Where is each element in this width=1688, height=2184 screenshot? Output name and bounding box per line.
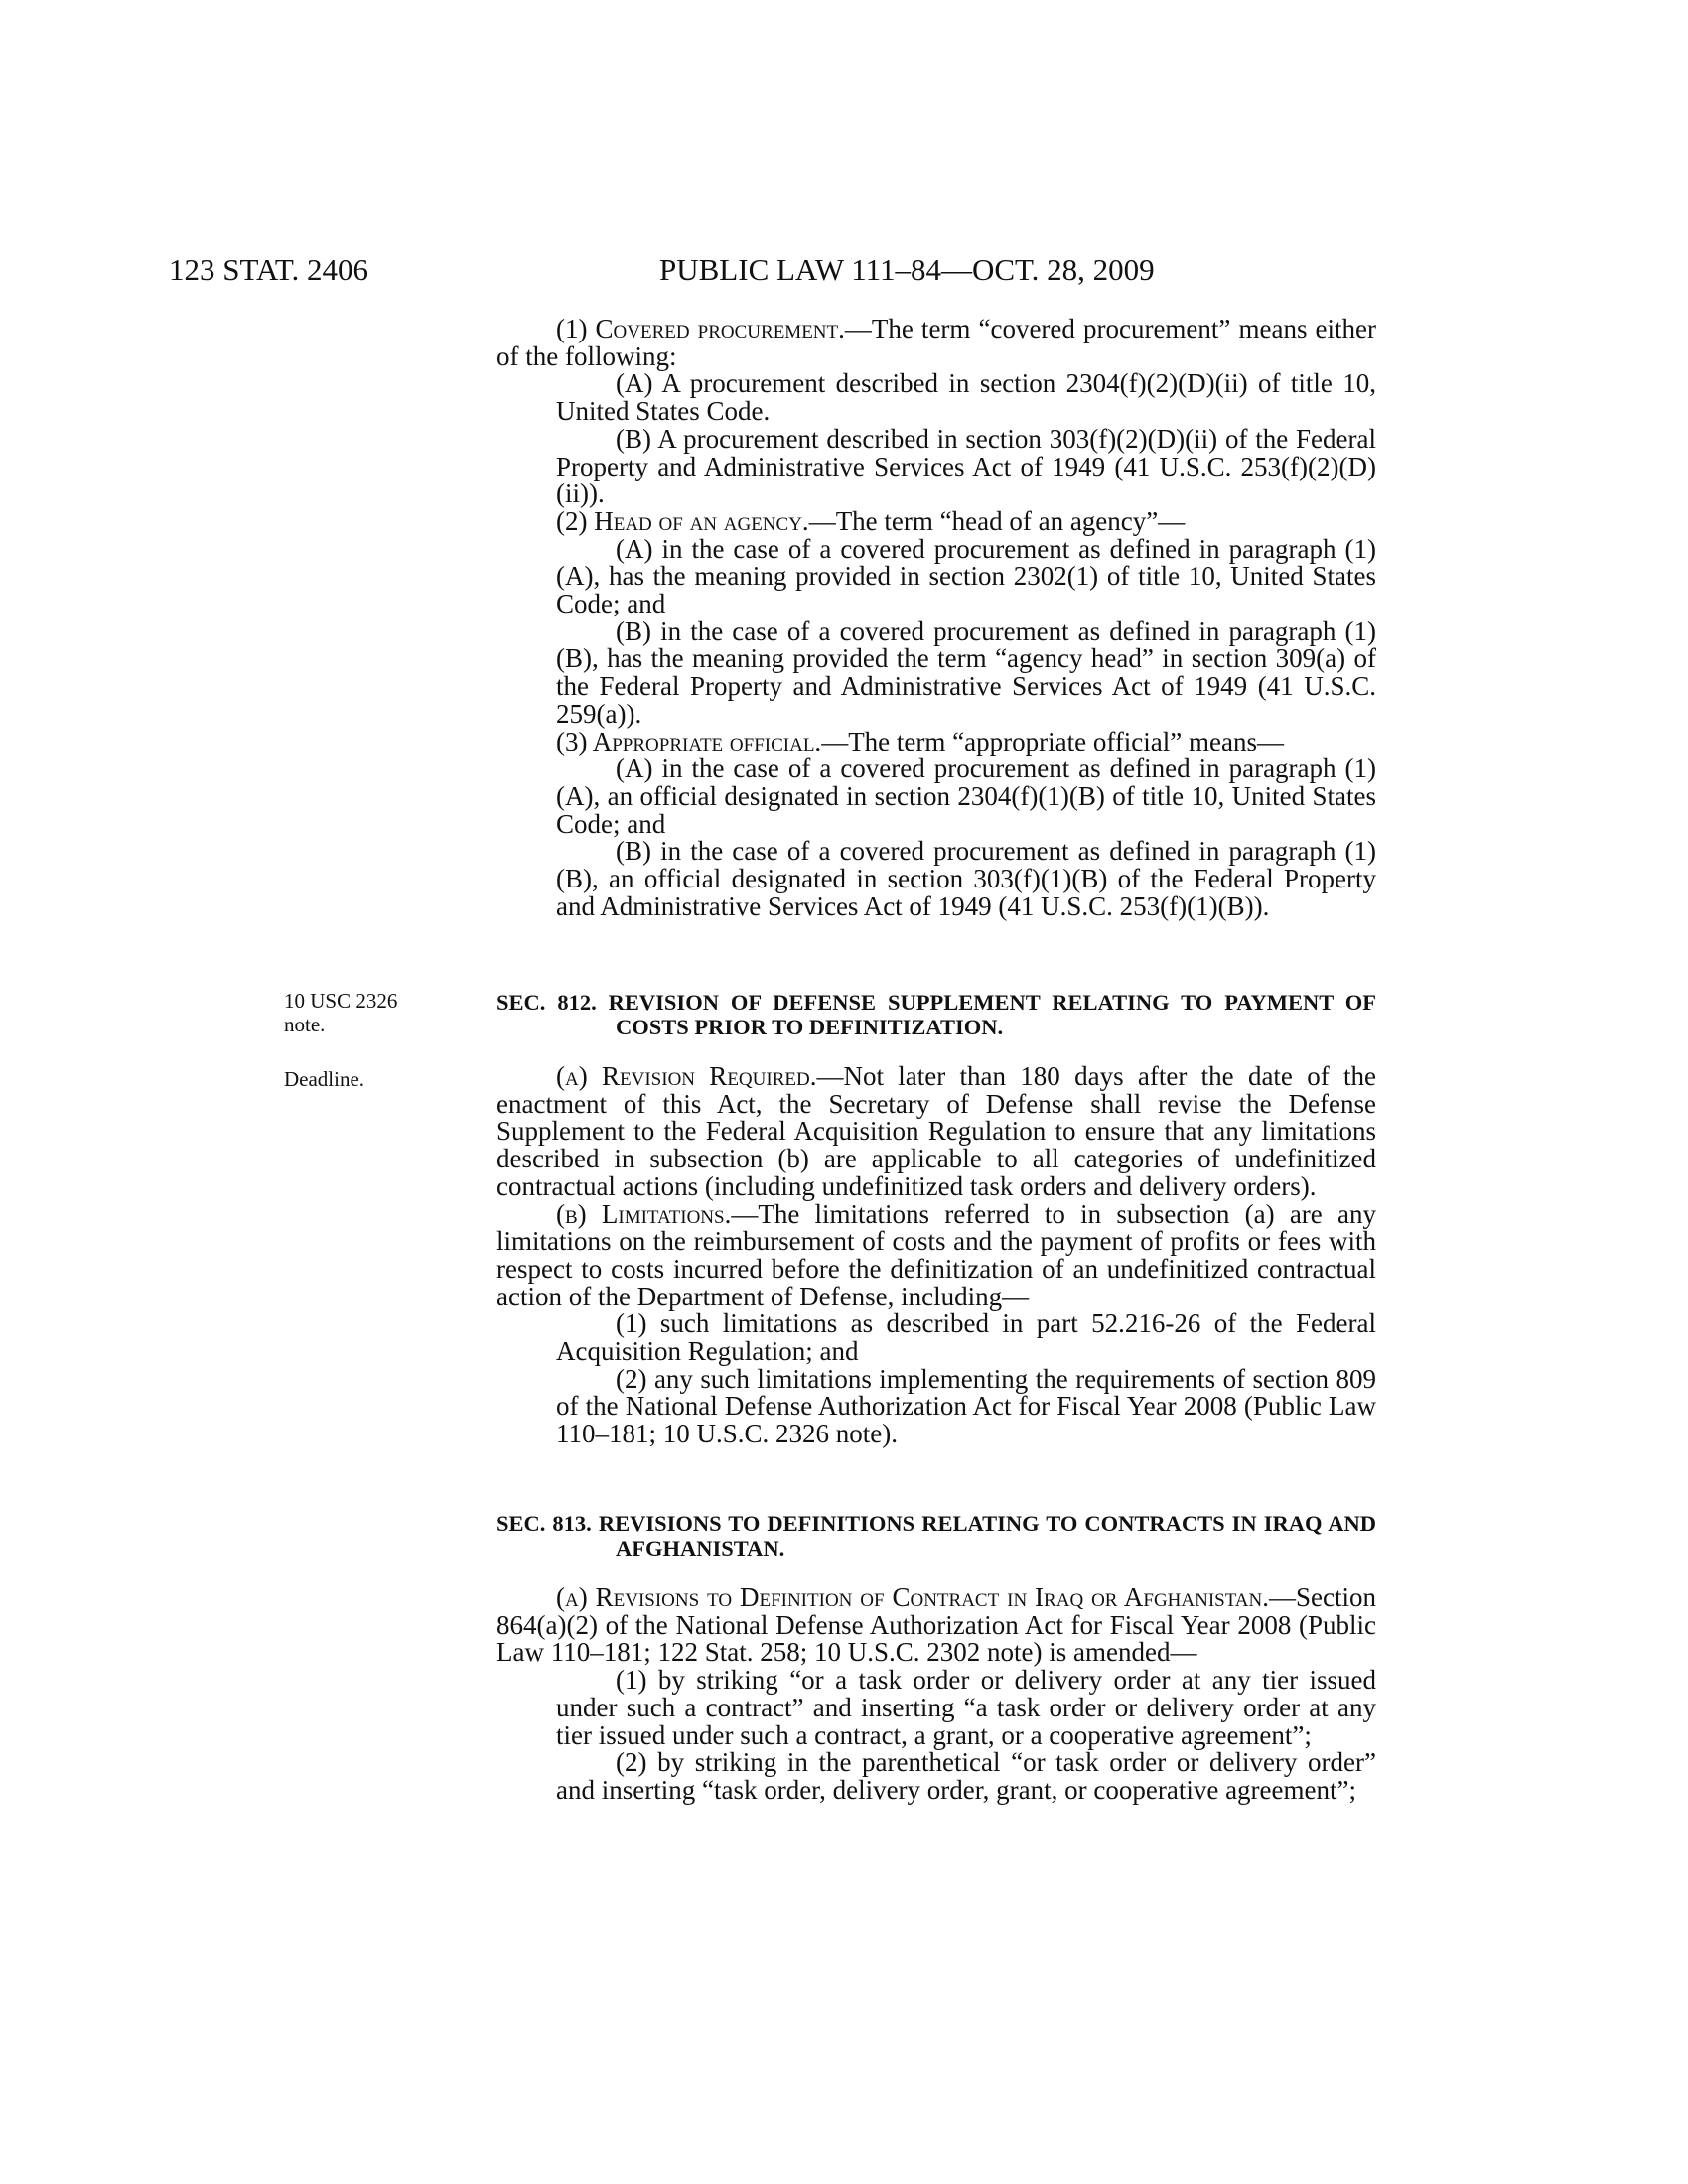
page-stat-citation: 123 STAT. 2406 [169, 252, 369, 287]
paragraph: (2) any such limitations implementing the requirements of section 809 of the National Defense Authorization Act for Fiscal Year 2008 (Public Law 110–181; 10 U.S.C. 2326 note). [556, 1363, 1376, 1449]
subsection-text: —Not later than 180 days after the date of the enactment of this Act, the Secretary of Defense shall revise the Defense Supplement to the Federal Acquisition Regulation to ensure that any limitations described in subsection (b) are applicable to all categories of undefinitized contractual actions (including undefinitized task orders and delivery orders). [496, 1061, 1376, 1201]
subsection-text: —The limitations referred to in subsection (a) are any limitations on the reimbursement of costs and the payment of profits or fees with respect to costs incurred before the definitization of an undefinitized contractual action of the Department of Defense, including— [496, 1198, 1376, 1311]
margin-note-usc: 10 USC 2326 note. [284, 989, 398, 1036]
section-812-heading: SEC. 812. REVISION OF DEFENSE SUPPLEMENT RELATING TO PAYMENT OF COSTS PRIOR TO DEFINITIZATION. [496, 990, 1376, 1039]
section-813-body [496, 1584, 1376, 1805]
paragraph-text: —The term “head of an agency”— [808, 505, 1186, 536]
subsection-a [496, 1063, 1376, 1201]
subparagraph: (A) in the case of a covered procurement as defined in paragraph (1)(A), has the meaning provided in section 2302(1) of title 10, United States Code; and [556, 533, 1376, 619]
subsection-heading: (a) Revisions to Definition of Contract in Iraq or Afghanistan. [556, 1582, 1269, 1612]
subparagraph: (A) in the case of a covered procurement as defined in paragraph (1)(A), an official designated in section 2304(f)(1)(B) of title 10, United States Code; and [556, 753, 1376, 839]
running-header-title: PUBLIC LAW 111–84—OCT. 28, 2009 [659, 252, 1155, 287]
paragraph-heading: (1) Covered procurement. [556, 314, 845, 343]
subsection-a [496, 1584, 1376, 1667]
subsection-text: —Section 864(a)(2) of the National Defense Authorization Act for Fiscal Year 2008 (Public Law 110–181; 122 Stat. 258; 10 U.S.C. 2302 note) is amended— [496, 1582, 1376, 1668]
section-812-body [496, 1063, 1376, 1448]
paragraph-appropriate-official [496, 726, 1376, 756]
subsection-heading: (a) Revision Required. [556, 1061, 817, 1091]
paragraph-head-of-agency [496, 505, 1376, 536]
subsection-heading: (b) Limitations. [556, 1198, 732, 1229]
paragraph-heading: (2) Head of an agency. [556, 505, 809, 536]
subparagraph: (B) in the case of a covered procurement as defined in paragraph (1)(B), has the meaning provided the term “agency head” in section 309(a) of the Federal Property and Administrative Services Act of 1949 (41 U.S.C. 259(a)). [556, 615, 1376, 729]
section-813-heading: SEC. 813. REVISIONS TO DEFINITIONS RELATING TO CONTRACTS IN IRAQ AND AFGHANISTAN. [496, 1511, 1376, 1561]
paragraph: (1) by striking “or a task order or delivery order at any tier issued under such a contract” and inserting “a task order or delivery order at any tier issued under such a contract, a grant, or a cooperative agreement”; [556, 1665, 1376, 1750]
definitions-block [496, 316, 1376, 920]
subparagraph: (A) A procurement described in section 2304(f)(2)(D)(ii) of title 10, United States Code. [556, 368, 1376, 427]
subsection-b [496, 1198, 1376, 1311]
paragraph: (2) by striking in the parenthetical “or task order or delivery order” and inserting “task order, delivery order, grant, or cooperative agreement”; [556, 1747, 1376, 1805]
margin-note-deadline: Deadline. [284, 1067, 365, 1091]
paragraph-text: —The term “covered procurement” means either of the following: [496, 314, 1376, 371]
paragraph-covered-procurement [496, 316, 1376, 370]
subparagraph: (B) A procurement described in section 303(f)(2)(D)(ii) of the Federal Property and Administrative Services Act of 1949 (41 U.S.C. 253(f)(2)(D)(ii)). [556, 423, 1376, 509]
paragraph-text: —The term “appropriate official” means— [821, 726, 1284, 756]
paragraph: (1) such limitations as described in part 52.216-26 of the Federal Acquisition Regulation; and [556, 1308, 1376, 1367]
paragraph-heading: (3) Appropriate official. [556, 726, 822, 756]
subparagraph: (B) in the case of a covered procurement as defined in paragraph (1)(B), an official designated in section 303(f)(1)(B) of the Federal Property and Administrative Services Act of 1949 (41 U.S.C. 253(f)(1)(B)). [556, 836, 1376, 921]
